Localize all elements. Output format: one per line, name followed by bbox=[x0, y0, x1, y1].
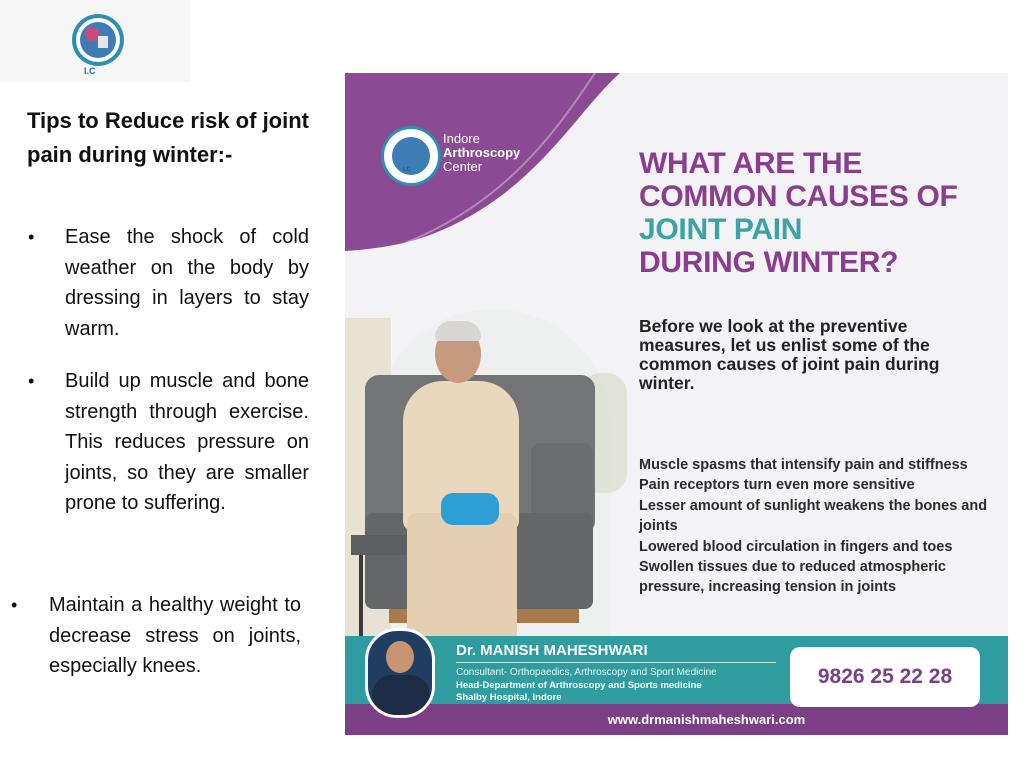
bullet-dot: • bbox=[28, 227, 35, 247]
website-url: www.drmanishmaheshwari.com bbox=[607, 712, 806, 727]
poster-headline-line: JOINT PAIN bbox=[639, 213, 803, 246]
causes-list bbox=[639, 455, 1004, 598]
poster-headline-line: DURING WINTER? bbox=[639, 246, 899, 279]
doctor-hospital: Shalby Hospital, Indore bbox=[456, 692, 562, 703]
doctor-role: Consultant- Orthopaedics, Arthroscopy and Sport Medicine bbox=[456, 667, 717, 678]
brand-logo-icon: I.C bbox=[381, 126, 441, 186]
tip-text: Ease the shock of cold weather on the body by dressing in layers to stay warm. bbox=[65, 226, 309, 340]
poster-headline-line: WHAT ARE THE bbox=[639, 147, 863, 180]
doctor-avatar bbox=[365, 628, 435, 718]
doctor-role: Head-Department of Arthroscopy and Sports medicine bbox=[456, 680, 702, 691]
tip-bullet bbox=[28, 222, 309, 344]
cause-item: Lowered blood circulation in fingers and toes bbox=[639, 538, 953, 555]
tip-bullet bbox=[11, 590, 301, 682]
infographic-poster bbox=[345, 73, 1008, 735]
clinic-logo-icon bbox=[68, 12, 128, 72]
bullet-dot: • bbox=[11, 595, 18, 615]
cause-item: Swollen tissues due to reduced atmospheric pressure, increasing tension in joints bbox=[639, 559, 946, 596]
divider bbox=[456, 662, 776, 663]
brand-name-line2: Arthroscopy bbox=[443, 145, 521, 160]
poster-intro: Before we look at the preventive measures, let us enlist some of the common causes of joint pain during winter. bbox=[639, 316, 940, 393]
phone-number: 9826 25 22 28 bbox=[817, 665, 953, 688]
cause-item: Pain receptors turn even more sensitive bbox=[639, 477, 915, 494]
tip-text: Build up muscle and bone strength through exercise. This reduces pressure on joints, so they are smaller prone to suffering. bbox=[65, 370, 309, 514]
doctor-name: Dr. MANISH MAHESHWARI bbox=[456, 642, 648, 659]
tip-bullet bbox=[28, 366, 309, 519]
brand-name-line3: Center bbox=[443, 159, 483, 174]
tips-title: Tips to Reduce risk of joint pain during winter:- bbox=[27, 108, 309, 167]
cause-item: Muscle spasms that intensify pain and stiffness bbox=[639, 457, 968, 473]
logo-area bbox=[0, 0, 190, 82]
cause-item: Lesser amount of sunlight weakens the bones and joints bbox=[639, 497, 988, 535]
poster-headline-line: COMMON CAUSES OF bbox=[639, 180, 958, 213]
brand-name-line1: Indore bbox=[443, 131, 480, 146]
bullet-dot: • bbox=[28, 371, 35, 391]
tip-text: Maintain a healthy weight to decrease stress on joints, especially knees. bbox=[49, 594, 301, 677]
phone-box bbox=[790, 647, 980, 707]
logo-label: I.C bbox=[84, 66, 96, 76]
